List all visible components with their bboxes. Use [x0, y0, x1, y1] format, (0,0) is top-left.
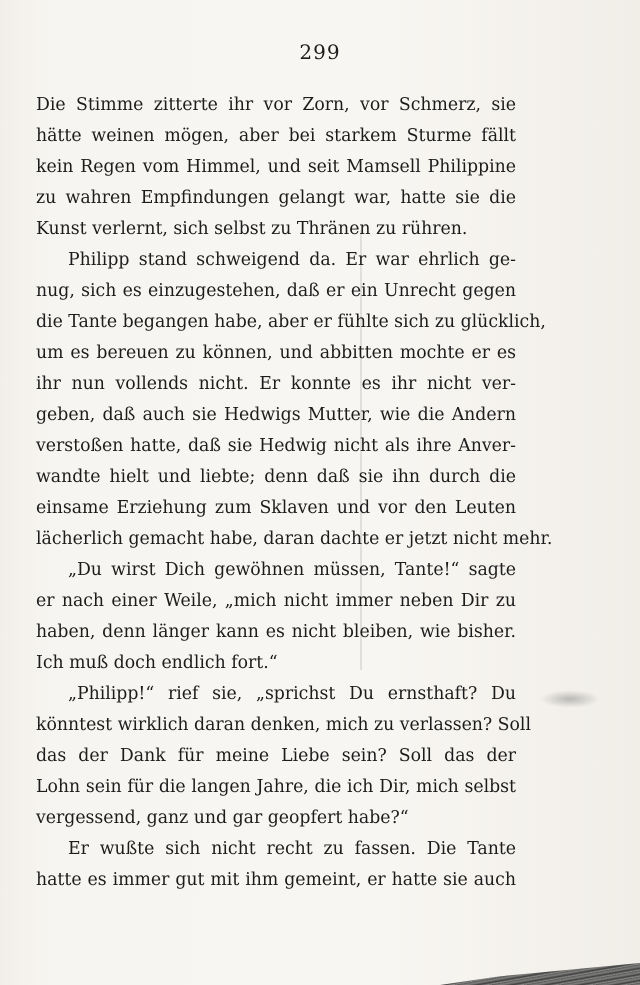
- text-line: ihr nun vollends nicht. Er konnte es ihr nicht ver-: [36, 374, 516, 394]
- text-line: könntest wirklich daran denken, mich zu verlassen? Soll: [36, 715, 531, 735]
- text-line: „Du wirst Dich gewöhnen müssen, Tante!“ sagte: [68, 560, 516, 580]
- text-line: verstoßen hatte, daß sie Hedwig nicht als ihre Anver-: [36, 436, 516, 456]
- text-line: lächerlich gemacht habe, daran dachte er jetzt nicht mehr.: [36, 529, 553, 549]
- paper-smudge: [540, 690, 600, 708]
- text-line: er nach einer Weile, „mich nicht immer neben Dir zu: [36, 591, 516, 611]
- text-line: hatte es immer gut mit ihm gemeint, er hatte sie auch: [36, 870, 516, 890]
- text-line: „Philipp!“ rief sie, „sprichst Du ernsthaft? Du: [68, 684, 516, 704]
- text-line: Kunst verlernt, sich selbst zu Thränen zu rühren.: [36, 219, 468, 239]
- text-line: wandte hielt und liebte; denn daß sie ihn durch die: [36, 467, 516, 487]
- text-line: Philipp stand schweigend da. Er war ehrlich ge-: [68, 250, 516, 270]
- body-text: [36, 90, 553, 896]
- text-line: das der Dank für meine Liebe sein? Soll das der: [36, 746, 516, 766]
- text-line: Lohn sein für die langen Jahre, die ich Dir, mich selbst: [36, 777, 516, 797]
- text-line: um es bereuen zu können, und abbitten mochte er es: [36, 343, 516, 363]
- text-line: einsame Erziehung zum Sklaven und vor den Leuten: [36, 498, 516, 518]
- text-line: vergessend, ganz und gar geopfert habe?“: [36, 808, 409, 828]
- text-line: Ich muß doch endlich fort.“: [36, 653, 278, 673]
- text-line: nug, sich es einzugestehen, daß er ein Unrecht gegen: [36, 281, 516, 301]
- text-line: Die Stimme zitterte ihr vor Zorn, vor Schmerz, sie: [36, 95, 516, 115]
- text-line: haben, denn länger kann es nicht bleiben, wie bisher.: [36, 622, 516, 642]
- page-number: 299: [299, 40, 341, 64]
- scanned-page-edge: [440, 963, 640, 985]
- text-line: hätte weinen mögen, aber bei starkem Sturme fällt: [36, 126, 516, 146]
- text-line: die Tante begangen habe, aber er fühlte sich zu glücklich,: [36, 312, 546, 332]
- text-line: kein Regen vom Himmel, und seit Mamsell Philippine: [36, 157, 516, 177]
- text-line: Er wußte sich nicht recht zu fassen. Die Tante: [68, 839, 516, 859]
- text-line: geben, daß auch sie Hedwigs Mutter, wie die Andern: [36, 405, 516, 425]
- text-line: zu wahren Empfindungen gelangt war, hatte sie die: [36, 188, 516, 208]
